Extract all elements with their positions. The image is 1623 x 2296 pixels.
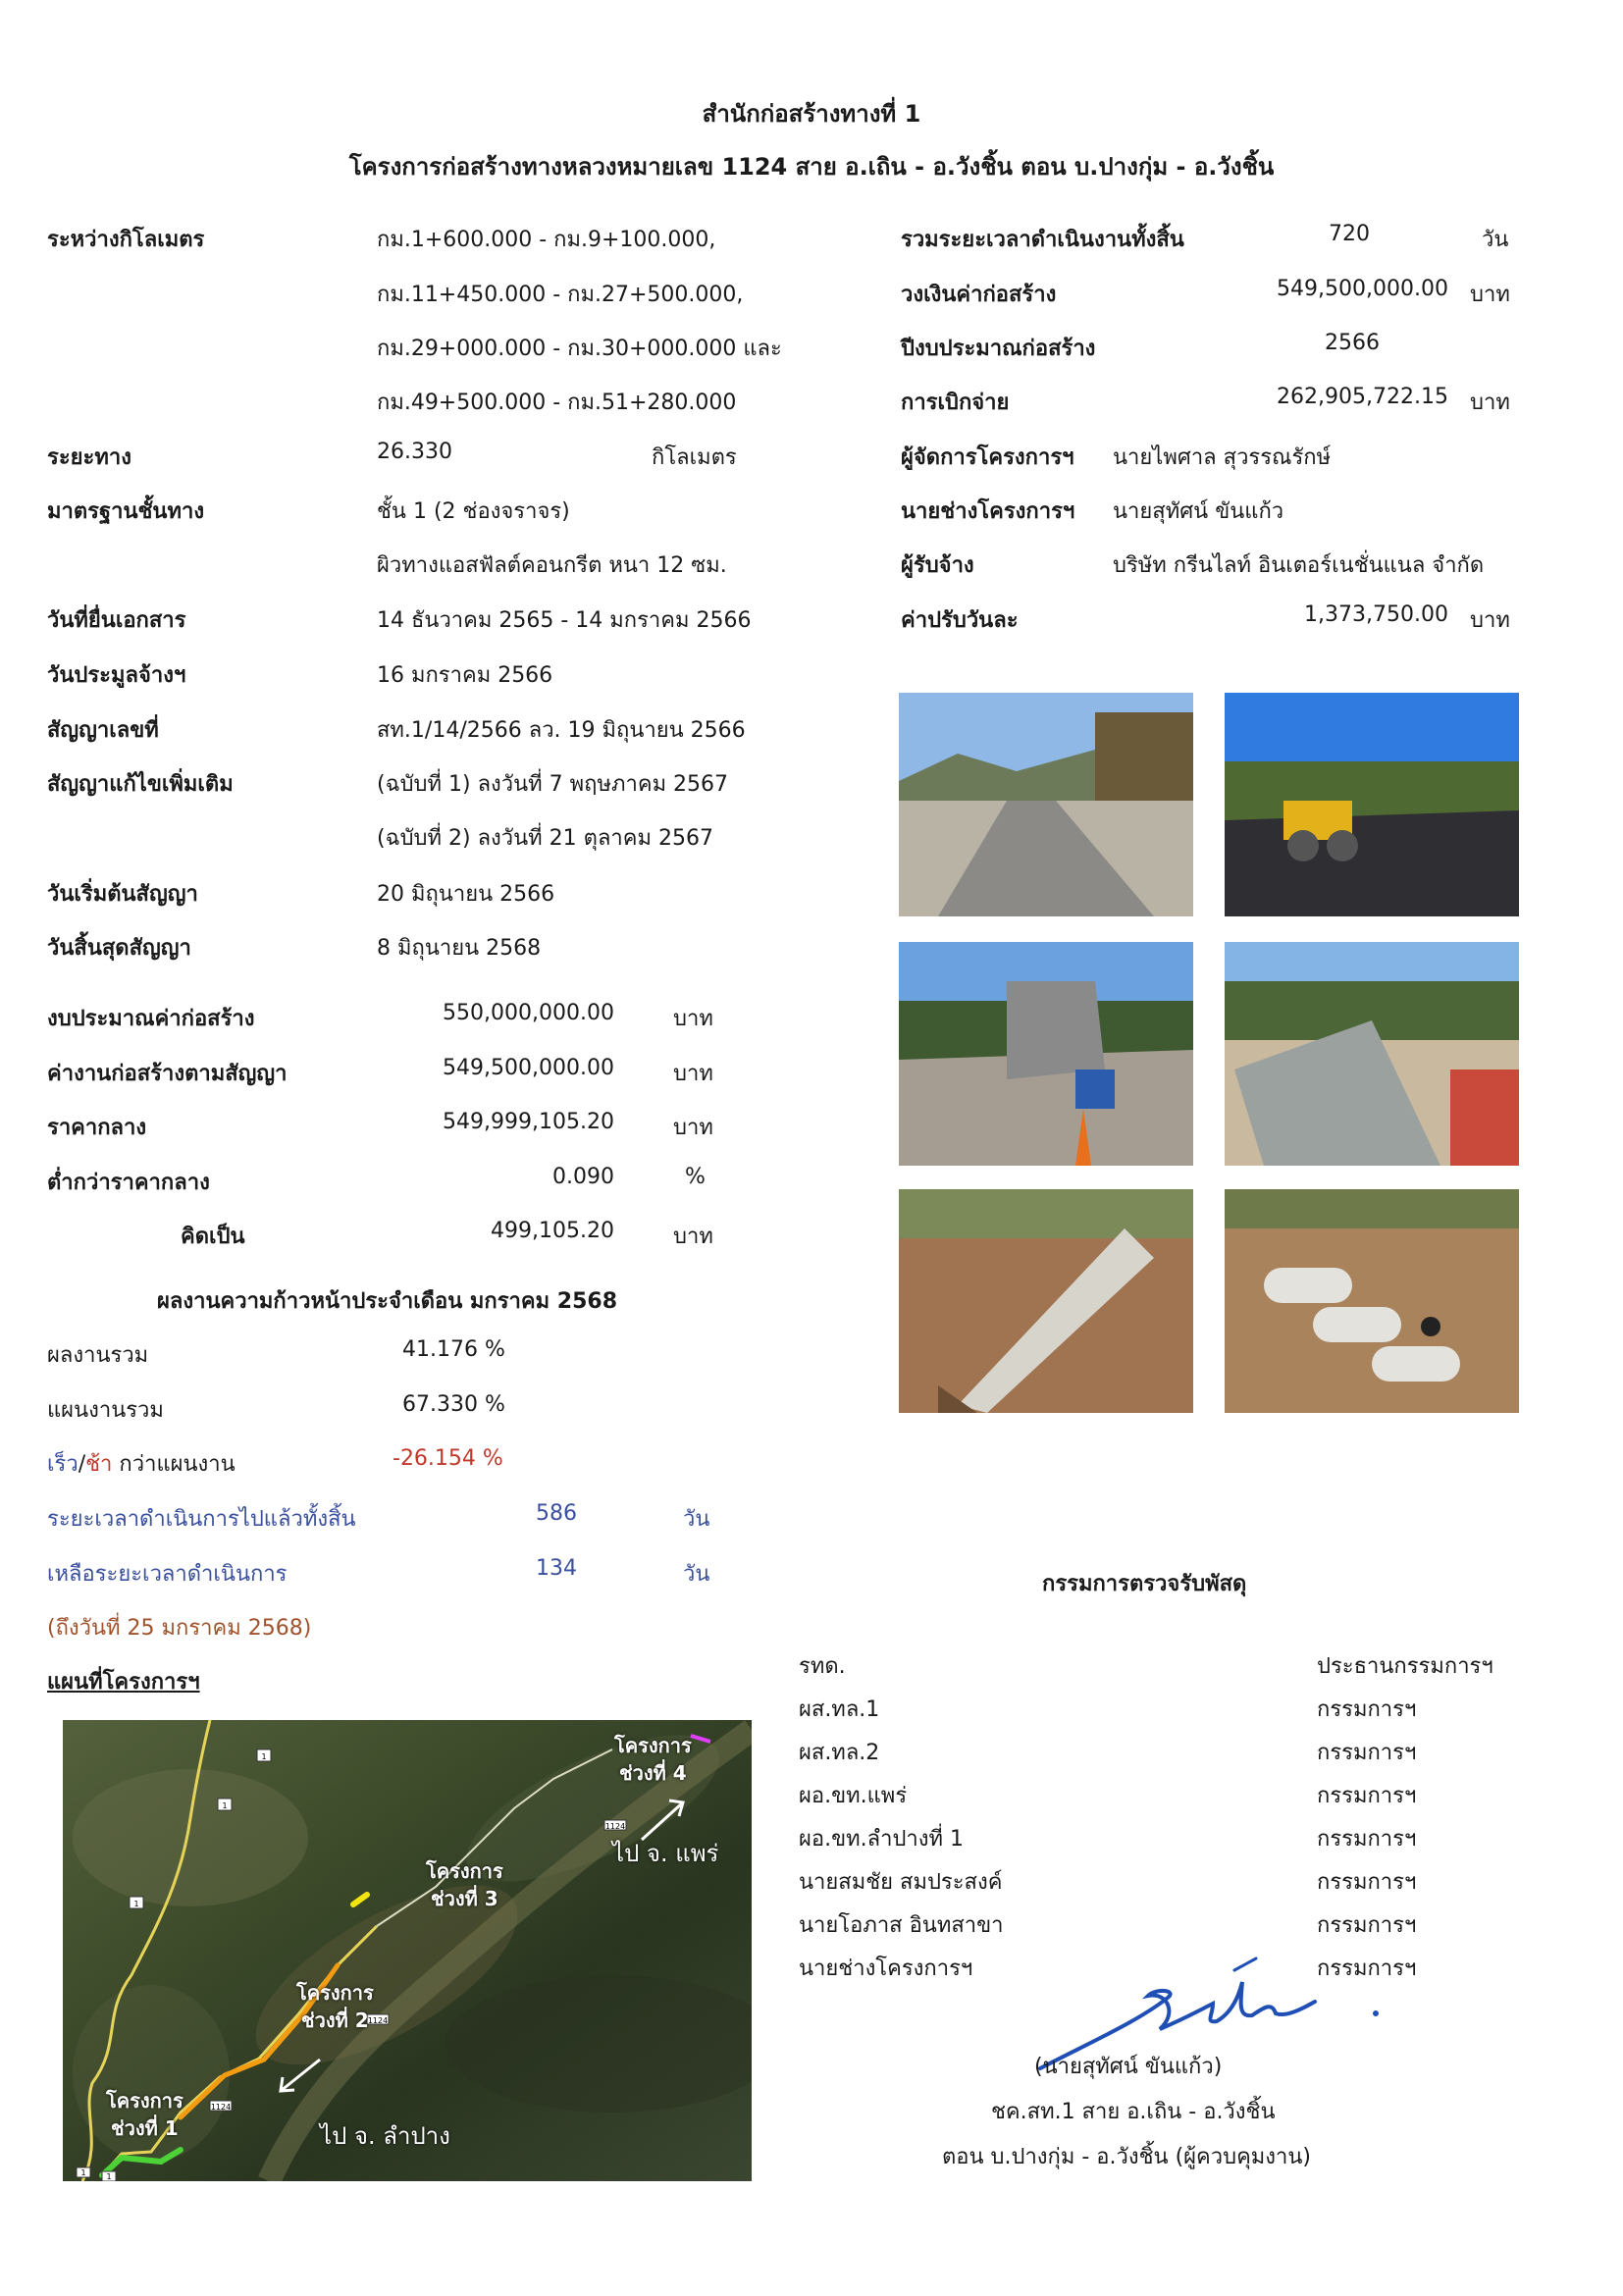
committee-name: ผส.ทล.2 <box>799 1741 880 1765</box>
standard-line-1: ชั้น 1 (2 ช่องจราจร) <box>377 499 570 524</box>
road-badge-7: 1124 <box>604 1822 626 1831</box>
plan-label: แผนงานรวม <box>47 1398 164 1423</box>
site-photo-4 <box>1225 942 1519 1166</box>
remain-unit: วัน <box>683 1562 710 1587</box>
daily-fine-unit: บาท <box>1470 608 1510 633</box>
committee-name: ผอ.ขท.แพร่ <box>799 1784 908 1808</box>
km-line-2: กม.11+450.000 - กม.27+500.000, <box>377 283 744 307</box>
below-median-label: ต่ำกว่าราคากลาง <box>47 1171 210 1195</box>
start-label: วันเริ่มต้นสัญญา <box>47 882 198 907</box>
contract-value: สท.1/14/2566 ลว. 19 มิถุนายน 2566 <box>377 718 746 743</box>
committee-title: กรรมการตรวจรับพัสดุ <box>1042 1572 1247 1596</box>
map-section-4-line2: ช่วงที่ 4 <box>619 1761 687 1785</box>
distance-unit: กิโลเมตร <box>652 445 737 470</box>
map-section-1-line2: ช่วงที่ 1 <box>111 2116 179 2140</box>
map-to-phrae: ไป จ. แพร่ <box>612 1840 719 1867</box>
site-photo-1 <box>899 693 1193 916</box>
elapsed-value: 586 <box>536 1501 577 1526</box>
elapsed-label: ระยะเวลาดำเนินการไปแล้วทั้งสิ้น <box>47 1507 356 1532</box>
median-price-label: ราคากลาง <box>47 1116 147 1140</box>
contract-price-value: 549,500,000.00 <box>443 1056 614 1080</box>
road-badge-8: 1 <box>80 2168 86 2177</box>
elapsed-unit: วัน <box>683 1507 710 1532</box>
actual-value: 41.176 % <box>402 1337 505 1362</box>
start-value: 20 มิถุนายน 2566 <box>377 882 555 907</box>
equals-unit: บาท <box>673 1225 713 1249</box>
fiscal-year-value: 2566 <box>1325 331 1380 355</box>
standard-line-2: ผิวทางแอสฟัลต์คอนกรีต หนา 12 ซม. <box>377 553 727 578</box>
contract-price-unit: บาท <box>673 1062 713 1086</box>
map-section-2-line1: โครงการ <box>296 1981 374 2005</box>
actual-label: ผลงานรวม <box>47 1343 149 1368</box>
budget-label: งบประมาณค่าก่อสร้าง <box>47 1007 255 1031</box>
project-title: โครงการก่อสร้างทางหลวงหมายเลข 1124 สาย อ.เถิน - อ.วังชิ้น ตอน บ.ปางกุ่ม - อ.วังชิ้น <box>348 153 1275 181</box>
committee-role: กรรมการฯ <box>1317 1827 1417 1852</box>
auction-label: วันประมูลจ้างฯ <box>47 663 186 688</box>
amend-line-1: (ฉบับที่ 1) ลงวันที่ 7 พฤษภาคม 2567 <box>377 772 729 797</box>
committee-role: กรรมการฯ <box>1317 1913 1417 1938</box>
construction-budget-unit: บาท <box>1470 283 1510 307</box>
end-label: วันสิ้นสุดสัญญา <box>47 936 191 961</box>
site-photo-6 <box>1225 1189 1519 1413</box>
road-badge-4: 1 <box>106 2172 112 2181</box>
distance-label: ระยะทาง <box>47 445 131 470</box>
amend-label: สัญญาแก้ไขเพิ่มเติม <box>47 772 234 797</box>
duration-unit: วัน <box>1482 228 1509 252</box>
committee-name: ผอ.ขท.ลำปางที่ 1 <box>799 1827 965 1852</box>
end-value: 8 มิถุนายน 2568 <box>377 936 542 961</box>
map-section-4-line1: โครงการ <box>614 1734 692 1757</box>
signatory-position-1: ชค.สท.1 สาย อ.เถิน - อ.วังชิ้น <box>991 2100 1276 2124</box>
engineer-value: นายสุทัศน์ ขันแก้ว <box>1113 499 1284 524</box>
equals-label: คิดเป็น <box>181 1225 245 1249</box>
construction-budget-value: 549,500,000.00 <box>1277 277 1448 301</box>
contractor-label: ผู้รับจ้าง <box>901 553 974 578</box>
standard-label: มาตรฐานชั้นทาง <box>47 499 205 524</box>
road-badge-2: 1 <box>222 1801 228 1810</box>
map-title: แผนที่โครงการฯ <box>47 1670 200 1695</box>
km-line-4: กม.49+500.000 - กม.51+280.000 <box>377 391 737 415</box>
committee-role: กรรมการฯ <box>1317 1741 1417 1765</box>
budget-unit: บาท <box>673 1007 713 1031</box>
progress-title: ผลงานความก้าวหน้าประจำเดือน มกราคม 2568 <box>157 1289 618 1314</box>
diff-fast-word: เร็ว <box>47 1452 79 1477</box>
remain-value: 134 <box>536 1556 577 1581</box>
committee-name: ผส.ทล.1 <box>799 1697 880 1722</box>
budget-value: 550,000,000.00 <box>443 1001 614 1025</box>
road-badge-1: 1 <box>261 1752 267 1761</box>
committee-role: กรรมการฯ <box>1317 1957 1417 1981</box>
fiscal-year-label: ปีงบประมาณก่อสร้าง <box>901 337 1096 361</box>
site-photo-3 <box>899 942 1193 1166</box>
contract-price-label: ค่างานก่อสร้างตามสัญญา <box>47 1062 288 1086</box>
road-badge-5: 1124 <box>367 2016 389 2025</box>
map-to-lampang: ไป จ. ลำปาง <box>320 2122 450 2150</box>
map-section-3 <box>426 1857 503 1912</box>
disbursement-unit: บาท <box>1470 391 1510 415</box>
map-section-2-line2: ช่วงที่ 2 <box>301 2009 369 2032</box>
disbursement-value: 262,905,722.15 <box>1277 385 1448 409</box>
daily-fine-label: ค่าปรับวันละ <box>901 608 1019 633</box>
below-median-unit: % <box>685 1165 706 1189</box>
equals-value: 499,105.20 <box>491 1219 614 1243</box>
map-section-1-line1: โครงการ <box>106 2089 183 2113</box>
committee-name: นายสมชัย สมประสงค์ <box>799 1870 1003 1895</box>
duration-label: รวมระยะเวลาดำเนินงานทั้งสิ้น <box>901 228 1184 252</box>
disbursement-label: การเบิกจ่าย <box>901 391 1010 415</box>
diff-slash: / <box>78 1452 86 1477</box>
diff-value: -26.154 % <box>393 1446 503 1471</box>
signatory-position-2: ตอน บ.ปางกุ่ม - อ.วังชิ้น (ผู้ควบคุมงาน) <box>942 2145 1312 2169</box>
committee-role: ประธานกรรมการฯ <box>1317 1654 1493 1679</box>
office-title: สำนักก่อสร้างทางที่ 1 <box>702 100 921 128</box>
distance-value: 26.330 <box>377 440 452 464</box>
committee-name: รทด. <box>799 1654 846 1679</box>
committee-role: กรรมการฯ <box>1317 1784 1417 1808</box>
auction-value: 16 มกราคม 2566 <box>377 663 553 688</box>
diff-slow-word: ช้า <box>85 1452 113 1477</box>
engineer-label: นายช่างโครงการฯ <box>901 499 1075 524</box>
km-line-3: กม.29+000.000 - กม.30+000.000 และ <box>377 337 782 361</box>
daily-fine-value: 1,373,750.00 <box>1304 602 1448 627</box>
diff-rest: กว่าแผนงาน <box>112 1452 236 1477</box>
median-price-value: 549,999,105.20 <box>443 1110 614 1134</box>
site-photo-5 <box>899 1189 1193 1413</box>
committee-role: กรรมการฯ <box>1317 1870 1417 1895</box>
road-badge-6: 1124 <box>210 2103 232 2112</box>
map-section-1 <box>106 2087 183 2142</box>
submit-value: 14 ธันวาคม 2565 - 14 มกราคม 2566 <box>377 608 752 633</box>
road-badge-3: 1 <box>133 1900 139 1908</box>
manager-value: นายไพศาล สุวรรณรักษ์ <box>1113 445 1332 470</box>
plan-value: 67.330 % <box>402 1392 505 1417</box>
site-photo-2 <box>1225 693 1519 916</box>
map-section-2 <box>296 1979 374 2034</box>
contract-label: สัญญาเลขที่ <box>47 718 159 743</box>
map-section-4 <box>614 1732 692 1787</box>
median-price-unit: บาท <box>673 1116 713 1140</box>
below-median-value: 0.090 <box>552 1165 614 1189</box>
committee-name: นายช่างโครงการฯ <box>799 1957 973 1981</box>
project-map <box>63 1720 752 2181</box>
submit-label: วันที่ยื่นเอกสาร <box>47 608 186 633</box>
map-section-3-line2: ช่วงที่ 3 <box>431 1887 498 1910</box>
signatory-name: (นายสุทัศน์ ขันแก้ว) <box>1034 2055 1223 2079</box>
committee-role: กรรมการฯ <box>1317 1697 1417 1722</box>
km-line-1: กม.1+600.000 - กม.9+100.000, <box>377 228 716 252</box>
as-of-date: (ถึงวันที่ 25 มกราคม 2568) <box>47 1616 312 1641</box>
km-label: ระหว่างกิโลเมตร <box>47 228 205 252</box>
committee-name: นายโอภาส อินทสาขา <box>799 1913 1004 1938</box>
manager-label: ผู้จัดการโครงการฯ <box>901 445 1074 470</box>
diff-label <box>47 1446 236 1481</box>
amend-line-2: (ฉบับที่ 2) ลงวันที่ 21 ตุลาคม 2567 <box>377 826 713 851</box>
contractor-value: บริษัท กรีนไลท์ อินเตอร์เนชั่นแนล จำกัด <box>1113 553 1485 578</box>
construction-budget-label: วงเงินค่าก่อสร้าง <box>901 283 1057 307</box>
remain-label: เหลือระยะเวลาดำเนินการ <box>47 1562 288 1587</box>
duration-value: 720 <box>1329 222 1370 246</box>
map-section-3-line1: โครงการ <box>426 1859 503 1883</box>
